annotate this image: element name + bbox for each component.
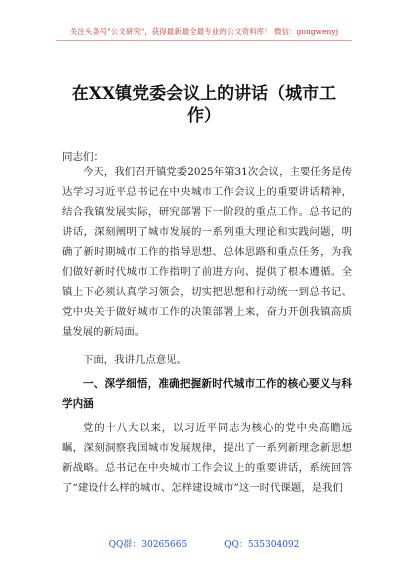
header-divider bbox=[56, 40, 352, 41]
body-paragraph-opening: 今天，我们召开镇党委2025年第31次会议，主要任务是传达学习习近平总书记在中央城市工作会议上的重要讲话精神，结合我镇发展实际，研究部署下一阶段的重点工作。总书记的讲话，深刻阐明了城市发展的一系列重大理论和实践问题，明确了新时期城市工作的指导思想、总体思路和重点任务，为我们做好新时代城市工作指明了前进方向、提供了根本遵循。全镇上下必须认真学习领会，切实把思想和行动统一到总书记、党中央关于做好城市工作的决策部署上来，奋力开创我镇高质量发展的新局面。 bbox=[62, 166, 352, 338]
salutation: 同志们： bbox=[62, 151, 104, 163]
section-heading-1: 一、深学细悟，准确把握新时代城市工作的核心要义与科学内涵 bbox=[62, 378, 352, 410]
document-title: 在XX镇党委会议上的讲话（城市工作） bbox=[71, 84, 337, 126]
footer-qq-number: QQ：535304092 bbox=[224, 540, 300, 550]
footer-qq-group: QQ群：30265665 bbox=[108, 540, 188, 550]
header-banner: 关注头条号"公文研究"，获得最新最全最专业的公文资料库！ 微信：gongwenyj bbox=[69, 27, 339, 36]
footer-contact bbox=[0, 537, 408, 550]
body-paragraph-transition: 下面，我讲几点意见。 bbox=[83, 354, 187, 366]
section-1-paragraph: 党的十八大以来，以习近平同志为核心的党中央高瞻远瞩，深刻洞察我国城市发展规律，提出了一系列新理念新思想新战略。总书记在中央城市工作会议上的重要讲话，系统回答了“建设什么样的城市、怎样建设城市”这一时代课题，是我们 bbox=[62, 422, 352, 494]
